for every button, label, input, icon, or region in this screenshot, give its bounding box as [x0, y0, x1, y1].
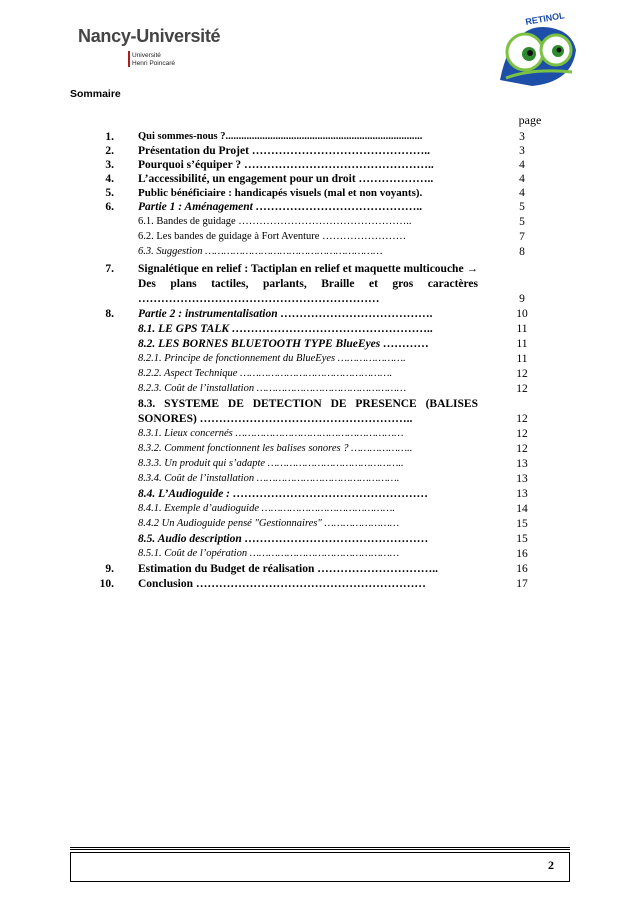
toc-page: 17 — [516, 578, 528, 590]
toc-text: 8.3.4. Coût de l’installation ………………………………………. — [138, 473, 400, 484]
toc-page: 4 — [519, 187, 525, 199]
retinol-logo — [492, 10, 582, 90]
toc-text: Estimation du Budget de réalisation ………………………….. — [138, 563, 438, 575]
toc-text: 8.2. LES BORNES BLUETOOTH TYPE BlueEyes ………… — [138, 338, 430, 350]
toc-text: 6.2. Les bandes de guidage à Fort Aventure …………………… — [138, 231, 407, 242]
toc-text: 8.4.2 Un Audioguide pensé "Gestionnaires" …………………… — [138, 518, 400, 529]
toc-page: 15 — [516, 533, 528, 545]
toc-number: 10. — [99, 578, 114, 590]
toc-page: 12 — [516, 443, 528, 455]
toc-text: Public bénéficiaire : handicapés visuels (mal et non voyants). — [138, 187, 423, 199]
logo-divider — [128, 51, 130, 67]
toc-page: 15 — [516, 518, 528, 530]
toc-number: 1. — [105, 131, 114, 143]
footer-rule — [70, 849, 570, 850]
toc-text: 6.1. Bandes de guidage ………………………………………….. — [138, 216, 412, 227]
footer-rule — [70, 847, 570, 848]
retinol-eyes-icon — [492, 10, 582, 90]
toc-number: 4. — [105, 173, 114, 185]
toc-page: 13 — [516, 473, 528, 485]
toc-page: 11 — [516, 323, 528, 335]
toc-text: 8.3.2. Comment fonctionnent les balises sonores ? ……………….. — [138, 443, 413, 454]
toc-page: 16 — [516, 548, 528, 560]
toc-text: 8.3. SYSTEME DE DETECTION DE PRESENCE (BALISES SONORES) ……………………………………………….. — [138, 398, 478, 425]
toc-page: 12 — [516, 383, 528, 395]
toc-text: 8.3.3. Un produit qui s’adapte …………………………………….. — [138, 458, 404, 469]
toc-text: Partie 2 : instrumentalisation …………………………………. — [138, 308, 433, 320]
toc-text: Conclusion …………………………………………………… — [138, 578, 426, 590]
toc-page: 12 — [516, 368, 528, 380]
toc-page: 7 — [519, 231, 525, 243]
toc-text: Signalétique en relief : Tactiplan en relief et maquette multicouche → Des plans tactiles, parlants, Braille et gros caractères ……………………………………………………… — [138, 263, 478, 305]
toc-text: 8.3.1. Lieux concernés ……………………………………………… — [138, 428, 404, 439]
toc-page: 3 — [519, 145, 525, 157]
toc-text: Présentation du Projet ……………………………………….. — [138, 145, 431, 157]
toc-text: 8.4.1. Exemple d’audioguide ……………………………………. — [138, 503, 395, 514]
toc-page: 12 — [516, 413, 528, 425]
nancy-universite-logo — [72, 20, 222, 80]
toc-page: 11 — [516, 338, 528, 350]
logo-name: Nancy-Université — [78, 26, 221, 46]
toc-page: 3 — [519, 131, 525, 143]
toc-page: 11 — [516, 353, 528, 365]
toc-number: 5. — [105, 187, 114, 199]
toc-text: 6.3. Suggestion ………………………………………………… — [138, 246, 383, 257]
toc-text: Qui sommes-nous ?........................................................................... — [138, 131, 423, 142]
logo-line1: Université — [132, 52, 161, 59]
toc-page: 9 — [519, 293, 525, 305]
toc-number: 9. — [105, 563, 114, 575]
toc-page: 5 — [519, 201, 525, 213]
toc-text: 8.2.3. Coût de l’installation ………………………………………… — [138, 383, 407, 394]
toc-number: 7. — [105, 263, 114, 275]
toc-text: 8.4. L’Audioguide : …………………………………………… — [138, 488, 429, 500]
toc-text: 8.5. Audio description ………………………………………… — [138, 533, 429, 545]
toc-text: Partie 1 : Aménagement …………………………………….. — [138, 201, 423, 213]
toc-page: 10 — [516, 308, 528, 320]
retinol-text: RETINOL — [524, 10, 566, 27]
footer-box — [70, 852, 570, 882]
toc-page: 8 — [519, 246, 525, 258]
toc-text: 8.2.1. Principe de fonctionnement du BlueEyes …………………. — [138, 353, 406, 364]
toc-text: 8.1. LE GPS TALK …………………………………………….. — [138, 323, 434, 335]
toc-page: 13 — [516, 488, 528, 500]
toc-page: 16 — [516, 563, 528, 575]
toc-page: 13 — [516, 458, 528, 470]
section-title: Sommaire — [70, 88, 121, 100]
page-number: 2 — [548, 858, 554, 872]
toc-page: 12 — [516, 428, 528, 440]
toc-text: 8.2.2. Aspect Technique …………………………………………. — [138, 368, 393, 379]
toc-number: 3. — [105, 159, 114, 171]
toc-number: 6. — [105, 201, 114, 213]
toc-page: 5 — [519, 216, 525, 228]
logo-line2: Henri Poincaré — [132, 60, 175, 67]
toc-page: 4 — [519, 159, 525, 171]
toc-page: 4 — [519, 173, 525, 185]
toc-page: 14 — [516, 503, 528, 515]
toc-text: L’accessibilité, un engagement pour un droit ……………….. — [138, 173, 434, 185]
page-column-header: page — [518, 113, 542, 127]
toc-number: 2. — [105, 145, 114, 157]
toc-text: Pourquoi s’équiper ? ………………………………………….. — [138, 159, 434, 171]
toc-text: 8.5.1. Coût de l’opération ………………………………………… — [138, 548, 400, 559]
toc-number: 8. — [105, 308, 114, 320]
